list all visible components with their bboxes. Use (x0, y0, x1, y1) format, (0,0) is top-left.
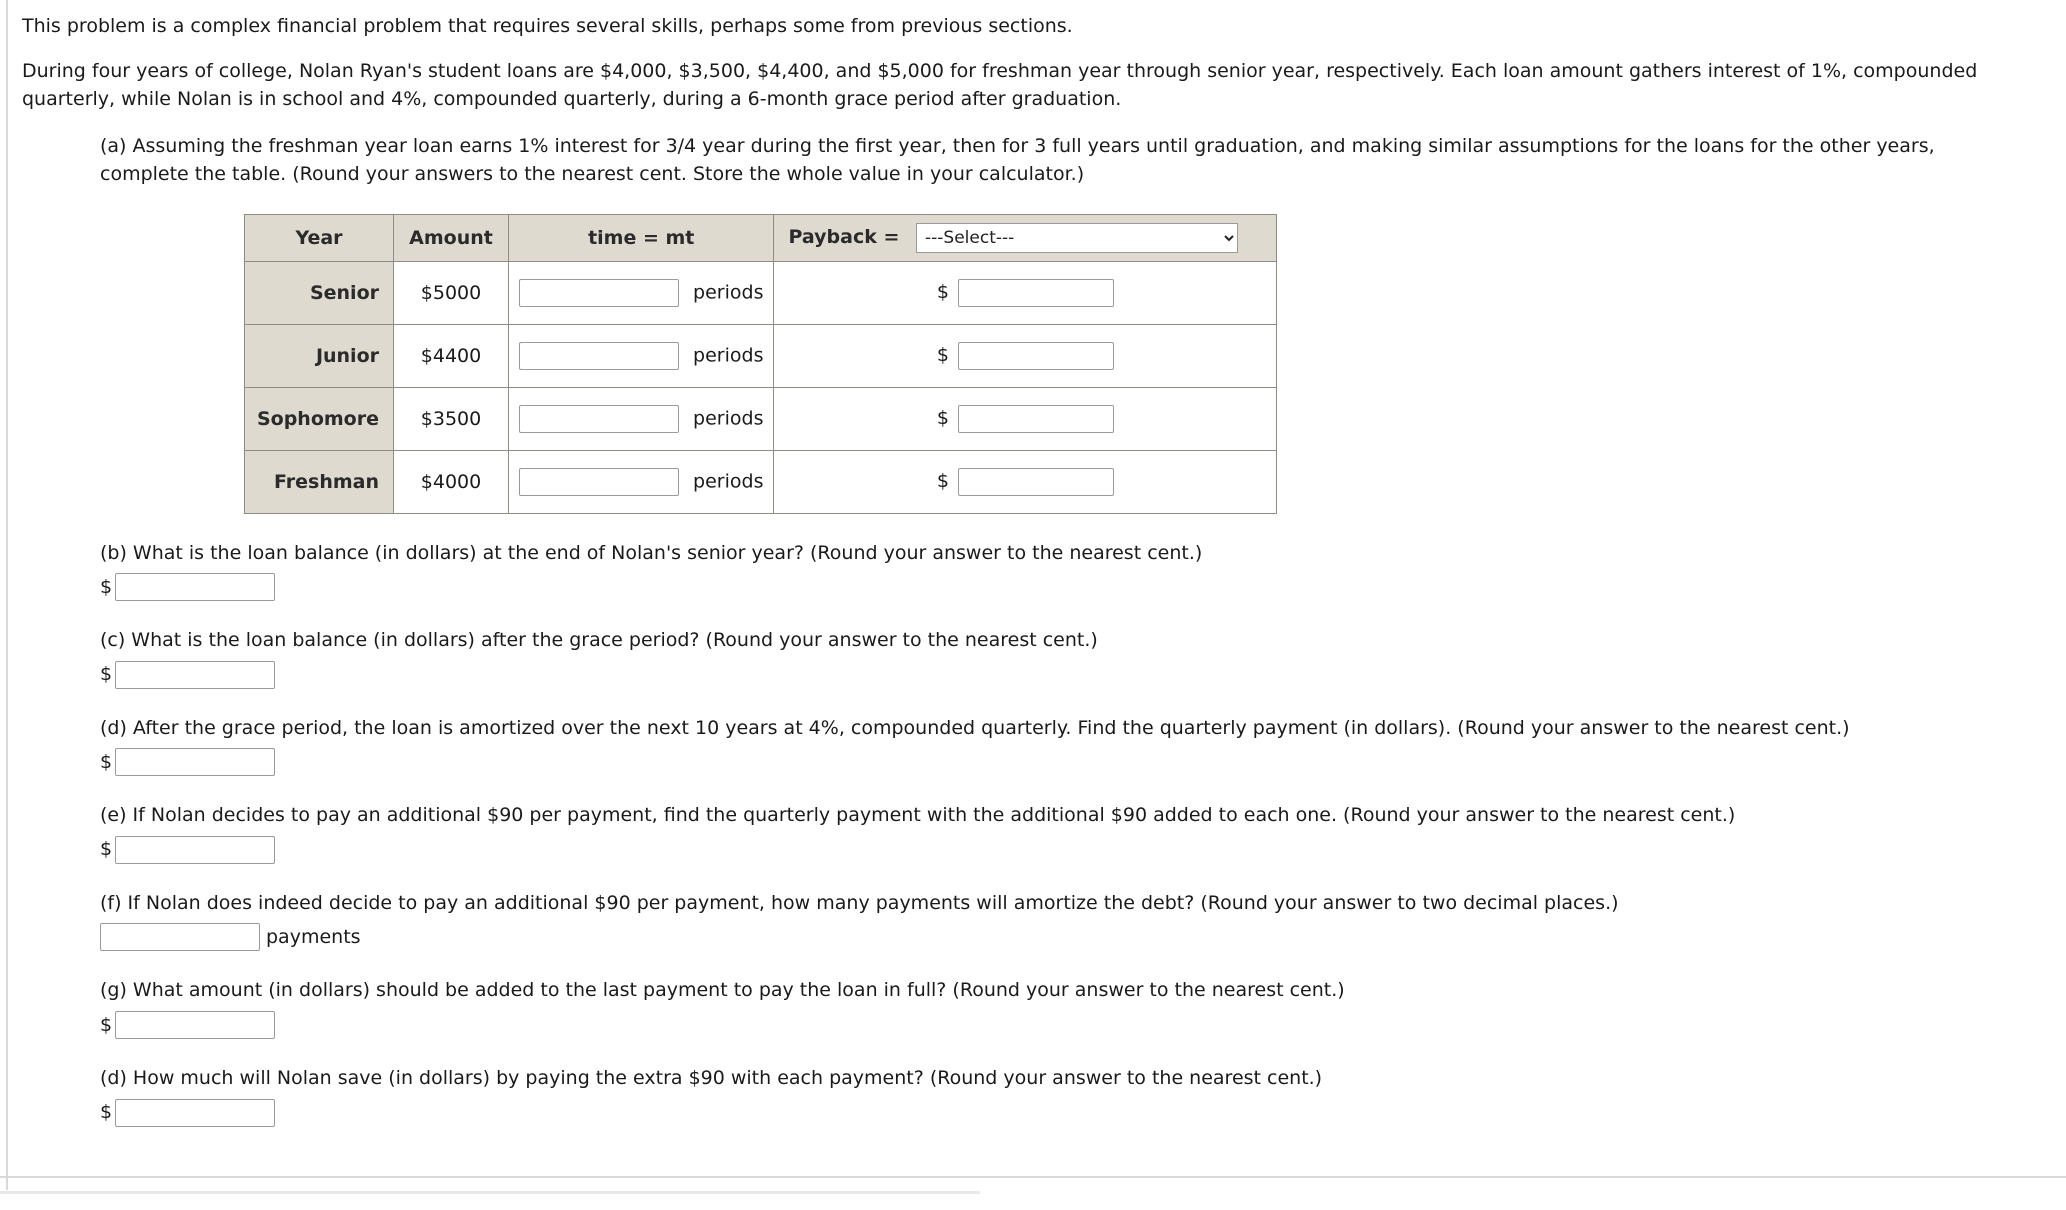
problem-statement: During four years of college, Nolan Ryan's student loans are $4,000, $3,500, $4,400, and $5,000 for freshman year through senior year, respectively. Each loan amount gathers interest of 1%, compounded quarterly, while Nolan is in school and 4%, compounded quarterly, during a 6-month grace period after graduation. (22, 59, 1978, 110)
table-row (245, 324, 1277, 387)
part-f-answer (100, 923, 2044, 951)
loan-table (244, 214, 1277, 514)
row-amount-junior: $4400 (394, 324, 509, 387)
header-payback-label: Payback = (788, 226, 900, 249)
part-c-answer (100, 661, 2044, 689)
row-time-sophomore (509, 387, 774, 450)
time-input-junior[interactable] (519, 342, 679, 370)
answer-input-b[interactable] (115, 573, 275, 601)
header-amount: Amount (394, 214, 509, 261)
row-amount-sophomore: $3500 (394, 387, 509, 450)
dollar-sign-senior: $ (936, 281, 949, 304)
table-row (245, 387, 1277, 450)
part-h-answer (100, 1099, 2044, 1127)
bottom-divider-secondary (0, 1191, 980, 1194)
part-h-text: (d) How much will Nolan save (in dollars) by paying the extra $90 with each payment? (Round your answer to the nearest cent.) (100, 1067, 1323, 1089)
dollar-sign-d: $ (100, 750, 113, 773)
row-payback-junior (774, 324, 1277, 387)
dollar-sign-sophomore: $ (936, 407, 949, 430)
part-e-answer (100, 836, 2044, 864)
time-input-senior[interactable] (519, 279, 679, 307)
row-time-junior (509, 324, 774, 387)
row-payback-sophomore (774, 387, 1277, 450)
part-b-answer (100, 573, 2044, 601)
row-label-senior: Senior (245, 261, 394, 324)
part-c-group (22, 627, 2044, 689)
part-g-answer (100, 1011, 2044, 1039)
answer-input-e[interactable] (115, 836, 275, 864)
loan-table-container (244, 214, 2044, 514)
part-g-text: (g) What amount (in dollars) should be added to the last payment to pay the loan in full? (Round your answer to the nearest cent.) (100, 979, 1345, 1002)
answer-input-c[interactable] (115, 661, 275, 689)
dollar-sign-c: $ (100, 663, 113, 686)
table-header-row (245, 214, 1277, 261)
answer-input-g[interactable] (115, 1011, 275, 1039)
row-label-sophomore: Sophomore (245, 387, 394, 450)
payback-input-senior[interactable] (958, 279, 1114, 307)
payback-input-junior[interactable] (958, 342, 1114, 370)
part-b-group (22, 540, 2044, 602)
dollar-sign-h: $ (100, 1101, 113, 1124)
answer-input-h[interactable] (115, 1099, 275, 1127)
header-payback (774, 214, 1277, 261)
dollar-sign-freshman: $ (936, 470, 949, 493)
part-b-text: (b) What is the loan balance (in dollars) at the end of Nolan's senior year? (Round your answer to the nearest cent.) (100, 541, 1203, 564)
row-payback-senior (774, 261, 1277, 324)
part-a-text: (a) Assuming the freshman year loan earns 1% interest for 3/4 year during the first year, then for 3 full years until graduation, and making similar assumptions for the loans for the other years, complete the table. (Round your answers to the nearest cent. Store the whole value in your calculator.) (100, 134, 1935, 185)
payback-select[interactable] (916, 223, 1238, 253)
part-h-group (22, 1065, 2044, 1127)
time-input-sophomore[interactable] (519, 405, 679, 433)
periods-label-junior: periods (693, 344, 764, 367)
part-e-group (22, 802, 2044, 864)
row-label-freshman: Freshman (245, 450, 394, 513)
part-c-text: (c) What is the loan balance (in dollars) after the grace period? (Round your answer to the nearest cent.) (100, 629, 1098, 652)
periods-label-sophomore: periods (693, 407, 764, 430)
row-amount-senior: $5000 (394, 261, 509, 324)
header-time: time = mt (509, 214, 774, 261)
table-row (245, 261, 1277, 324)
part-f-text: (f) If Nolan does indeed decide to pay an additional $90 per payment, how many payments will amortize the debt? (Round your answer to two decimal places.) (100, 891, 1619, 914)
periods-label-senior: periods (693, 281, 764, 304)
part-e-text: (e) If Nolan decides to pay an additional $90 per payment, find the quarterly payment with the additional $90 added to each one. (Round your answer to the nearest cent.) (100, 804, 1736, 827)
part-g-group (22, 977, 2044, 1039)
part-d-text: (d) After the grace period, the loan is amortized over the next 10 years at 4%, compounded quarterly. Find the quarterly payment (in dollars). (Round your answer to the nearest cent.) (100, 716, 1850, 739)
intro-line-1: This problem is a complex financial problem that requires several skills, perhaps some from previous sections. (22, 15, 1073, 37)
dollar-sign-g: $ (100, 1013, 113, 1036)
row-amount-freshman: $4000 (394, 450, 509, 513)
part-d-group (22, 715, 2044, 777)
row-time-freshman (509, 450, 774, 513)
dollar-sign-e: $ (100, 838, 113, 861)
periods-label-freshman: periods (693, 470, 764, 493)
left-border-rule (6, 0, 8, 1190)
spacer (22, 41, 2044, 57)
time-input-freshman[interactable] (519, 468, 679, 496)
part-d-answer (100, 748, 2044, 776)
row-payback-freshman (774, 450, 1277, 513)
payback-input-freshman[interactable] (958, 468, 1114, 496)
answer-input-f[interactable] (100, 923, 260, 951)
payments-label: payments (266, 925, 361, 948)
answer-input-d[interactable] (115, 748, 275, 776)
dollar-sign-junior: $ (936, 344, 949, 367)
bottom-divider (0, 1176, 2066, 1178)
row-label-junior: Junior (245, 324, 394, 387)
dollar-sign-b: $ (100, 575, 113, 598)
row-time-senior (509, 261, 774, 324)
table-row (245, 450, 1277, 513)
payback-input-sophomore[interactable] (958, 405, 1114, 433)
part-f-group (22, 890, 2044, 952)
header-year: Year (245, 214, 394, 261)
